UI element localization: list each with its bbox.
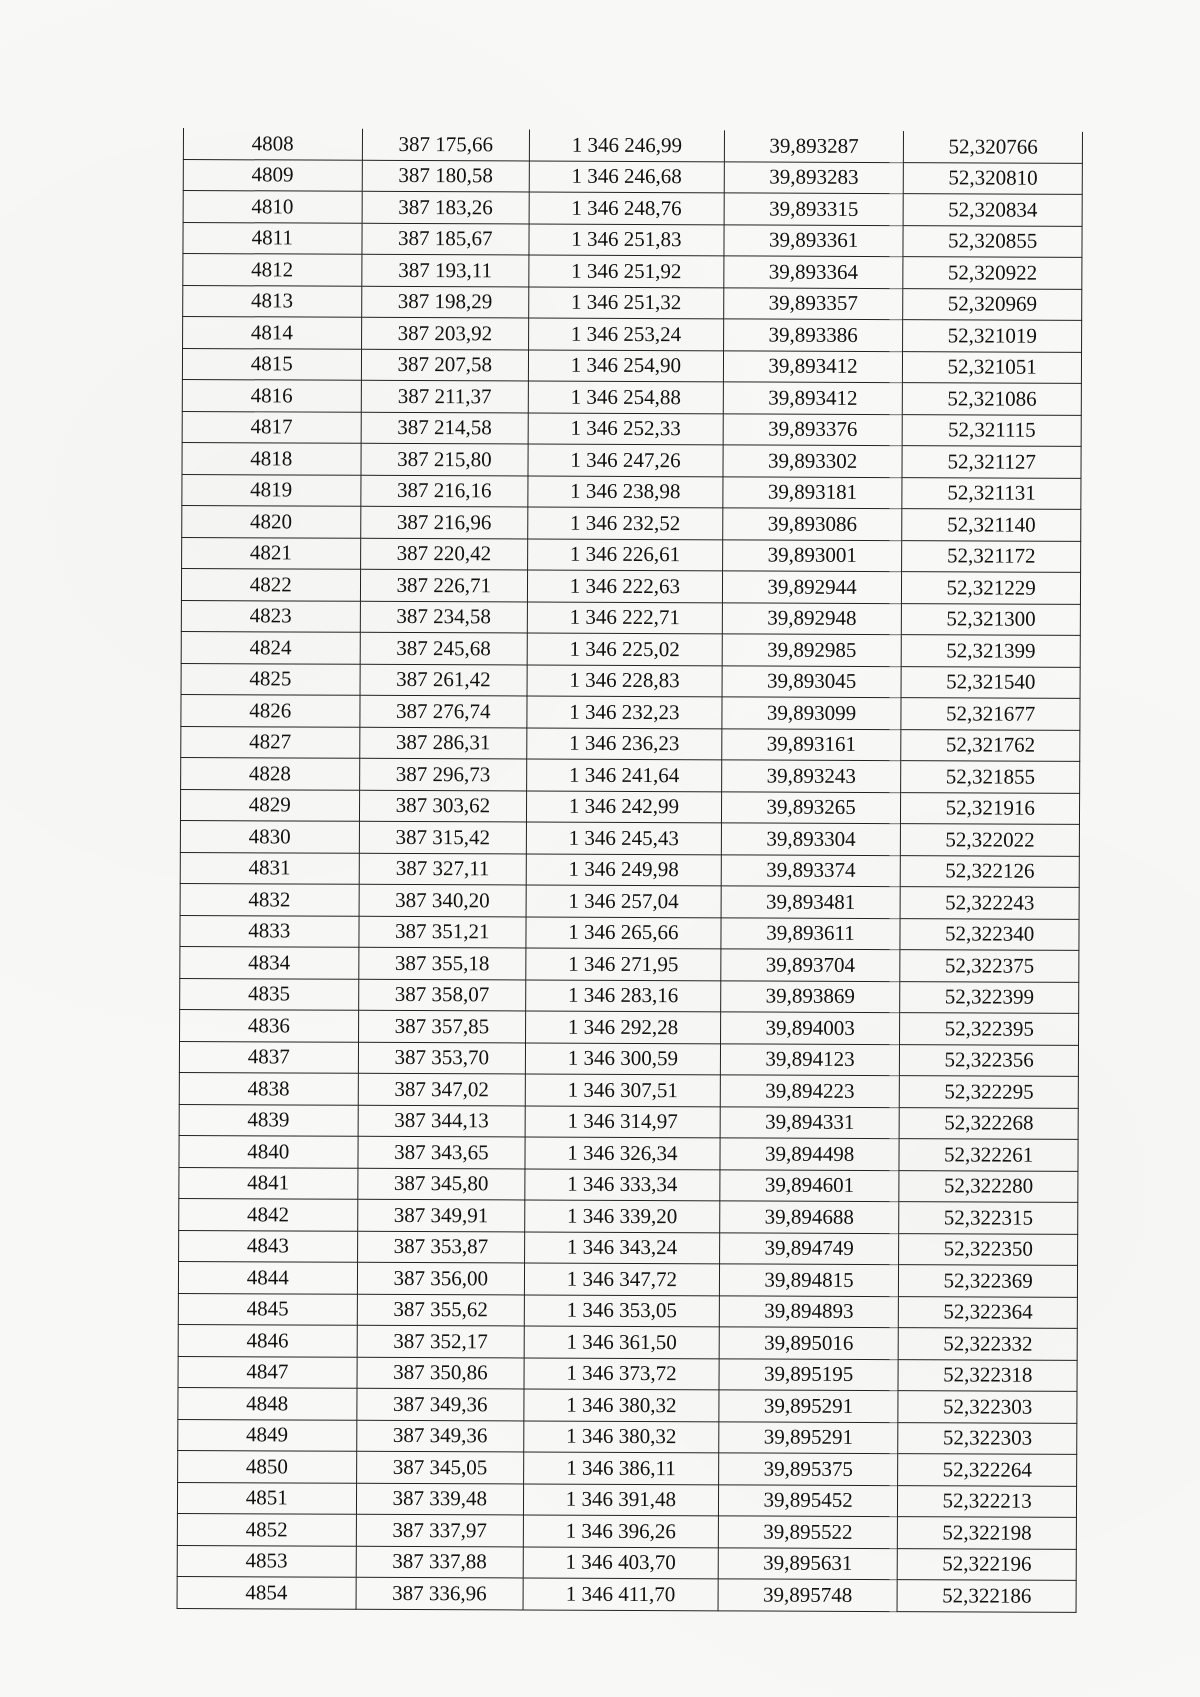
table-row: [180, 883, 1079, 918]
x-coordinate-cell: 387 185,67: [362, 223, 530, 255]
longitude-cell: 52,320855: [903, 225, 1082, 257]
y-coordinate-cell: 1 346 225,02: [527, 633, 722, 665]
y-coordinate-cell: 1 346 411,70: [523, 1578, 718, 1610]
x-coordinate-cell: 387 351,21: [359, 916, 527, 948]
table-row: [183, 317, 1082, 352]
table-row: [180, 915, 1079, 950]
point-number-cell: 4811: [183, 222, 362, 254]
table-row: [182, 411, 1081, 446]
x-coordinate-cell: 387 339,48: [356, 1483, 524, 1515]
latitude-cell: 39,893243: [721, 760, 901, 792]
latitude-cell: 39,893376: [723, 413, 903, 445]
y-coordinate-cell: 1 346 307,51: [525, 1074, 720, 1106]
y-coordinate-cell: 1 346 396,26: [523, 1515, 718, 1547]
y-coordinate-cell: 1 346 232,52: [528, 507, 723, 539]
point-number-cell: 4832: [180, 883, 359, 915]
point-number-cell: 4816: [182, 379, 361, 411]
table-row: [181, 694, 1080, 729]
x-coordinate-cell: 387 345,80: [357, 1168, 525, 1200]
x-coordinate-cell: 387 180,58: [362, 160, 530, 192]
table-row: [179, 1198, 1078, 1233]
latitude-cell: 39,894601: [720, 1169, 900, 1201]
y-coordinate-cell: 1 346 251,83: [529, 224, 724, 256]
longitude-cell: 52,322295: [900, 1076, 1079, 1108]
point-number-cell: 4820: [182, 505, 361, 537]
point-number-cell: 4837: [179, 1041, 358, 1073]
latitude-cell: 39,894893: [719, 1295, 899, 1327]
longitude-cell: 52,322369: [899, 1265, 1078, 1297]
longitude-cell: 52,321916: [901, 792, 1080, 824]
x-coordinate-cell: 387 245,68: [360, 632, 528, 664]
y-coordinate-cell: 1 346 353,05: [524, 1295, 719, 1327]
coordinates-table-body: [177, 128, 1082, 1612]
table-row: [177, 1513, 1076, 1548]
table-row: [179, 1135, 1078, 1170]
x-coordinate-cell: 387 358,07: [358, 979, 526, 1011]
longitude-cell: 52,322395: [900, 1013, 1079, 1045]
point-number-cell: 4844: [178, 1261, 357, 1293]
point-number-cell: 4840: [179, 1135, 358, 1167]
point-number-cell: 4838: [179, 1072, 358, 1104]
longitude-cell: 52,320810: [904, 162, 1083, 194]
point-number-cell: 4851: [177, 1482, 356, 1514]
y-coordinate-cell: 1 346 245,43: [526, 822, 721, 854]
table-row: [178, 1293, 1077, 1328]
latitude-cell: 39,894123: [720, 1043, 900, 1075]
x-coordinate-cell: 387 175,66: [362, 129, 530, 161]
latitude-cell: 39,893086: [722, 508, 902, 540]
x-coordinate-cell: 387 349,36: [356, 1420, 524, 1452]
y-coordinate-cell: 1 346 361,50: [524, 1326, 719, 1358]
longitude-cell: 52,321399: [902, 635, 1081, 667]
table-row: [177, 1576, 1076, 1611]
y-coordinate-cell: 1 346 292,28: [526, 1011, 721, 1043]
x-coordinate-cell: 387 216,96: [360, 506, 528, 538]
table-row: [180, 1009, 1079, 1044]
table-row: [180, 946, 1079, 981]
latitude-cell: 39,893287: [724, 130, 904, 162]
table-row: [182, 505, 1081, 540]
point-number-cell: 4824: [181, 631, 360, 663]
x-coordinate-cell: 387 303,62: [359, 790, 527, 822]
table-row: [182, 379, 1081, 414]
y-coordinate-cell: 1 346 403,70: [523, 1546, 718, 1578]
point-number-cell: 4825: [181, 663, 360, 695]
x-coordinate-cell: 387 344,13: [358, 1105, 526, 1137]
x-coordinate-cell: 387 315,42: [359, 821, 527, 853]
latitude-cell: 39,893481: [721, 886, 901, 918]
longitude-cell: 52,321131: [902, 477, 1081, 509]
latitude-cell: 39,893361: [724, 224, 904, 256]
x-coordinate-cell: 387 203,92: [361, 317, 529, 349]
longitude-cell: 52,322280: [899, 1170, 1078, 1202]
point-number-cell: 4828: [181, 757, 360, 789]
table-row: [181, 726, 1080, 761]
point-number-cell: 4830: [180, 820, 359, 852]
latitude-cell: 39,894331: [720, 1106, 900, 1138]
longitude-cell: 52,320834: [903, 194, 1082, 226]
point-number-cell: 4827: [181, 726, 360, 758]
y-coordinate-cell: 1 346 241,64: [527, 759, 722, 791]
latitude-cell: 39,893704: [721, 949, 901, 981]
latitude-cell: 39,893611: [721, 917, 901, 949]
table-row: [180, 978, 1079, 1013]
point-number-cell: 4809: [183, 159, 362, 191]
table-row: [179, 1104, 1078, 1139]
y-coordinate-cell: 1 346 254,88: [528, 381, 723, 413]
x-coordinate-cell: 387 226,71: [360, 569, 528, 601]
table-row: [183, 191, 1082, 226]
point-number-cell: 4817: [182, 411, 361, 443]
x-coordinate-cell: 387 216,16: [360, 475, 528, 507]
point-number-cell: 4821: [182, 537, 361, 569]
y-coordinate-cell: 1 346 232,23: [527, 696, 722, 728]
table-row: [183, 159, 1082, 194]
table-row: [179, 1041, 1078, 1076]
x-coordinate-cell: 387 214,58: [361, 412, 529, 444]
longitude-cell: 52,322022: [901, 824, 1080, 856]
y-coordinate-cell: 1 346 228,83: [527, 665, 722, 697]
latitude-cell: 39,893181: [723, 476, 903, 508]
y-coordinate-cell: 1 346 251,92: [529, 255, 724, 287]
x-coordinate-cell: 387 357,85: [358, 1010, 526, 1042]
x-coordinate-cell: 387 340,20: [359, 884, 527, 916]
longitude-cell: 52,321229: [902, 572, 1081, 604]
table-row: [178, 1356, 1077, 1391]
table-row: [180, 820, 1079, 855]
point-number-cell: 4839: [179, 1104, 358, 1136]
latitude-cell: 39,893386: [723, 319, 903, 351]
x-coordinate-cell: 387 337,97: [356, 1514, 524, 1546]
point-number-cell: 4829: [180, 789, 359, 821]
y-coordinate-cell: 1 346 391,48: [524, 1483, 719, 1515]
x-coordinate-cell: 387 352,17: [357, 1325, 525, 1357]
longitude-cell: 52,321300: [902, 603, 1081, 635]
longitude-cell: 52,321762: [901, 729, 1080, 761]
x-coordinate-cell: 387 286,31: [359, 727, 527, 759]
table-row: [178, 1387, 1077, 1422]
x-coordinate-cell: 387 296,73: [359, 758, 527, 790]
point-number-cell: 4849: [178, 1419, 357, 1451]
x-coordinate-cell: 387 220,42: [360, 538, 528, 570]
y-coordinate-cell: 1 346 326,34: [525, 1137, 720, 1169]
latitude-cell: 39,895631: [718, 1547, 898, 1579]
point-number-cell: 4852: [177, 1513, 356, 1545]
longitude-cell: 52,321172: [902, 540, 1081, 572]
y-coordinate-cell: 1 346 226,61: [528, 539, 723, 571]
point-number-cell: 4853: [177, 1545, 356, 1577]
latitude-cell: 39,892948: [722, 602, 902, 634]
point-number-cell: 4823: [181, 600, 360, 632]
table-row: [181, 568, 1080, 603]
table-row: [183, 285, 1082, 320]
latitude-cell: 39,893304: [721, 823, 901, 855]
table-row: [181, 663, 1080, 698]
y-coordinate-cell: 1 346 246,68: [529, 161, 724, 193]
longitude-cell: 52,322303: [898, 1391, 1077, 1423]
longitude-cell: 52,322198: [898, 1517, 1077, 1549]
y-coordinate-cell: 1 346 254,90: [528, 350, 723, 382]
x-coordinate-cell: 387 215,80: [361, 443, 529, 475]
table-row: [183, 128, 1082, 163]
latitude-cell: 39,893412: [723, 382, 903, 414]
longitude-cell: 52,320766: [904, 131, 1083, 163]
y-coordinate-cell: 1 346 386,11: [524, 1452, 719, 1484]
x-coordinate-cell: 387 193,11: [361, 254, 529, 286]
longitude-cell: 52,321140: [902, 509, 1081, 541]
longitude-cell: 52,322264: [898, 1454, 1077, 1486]
latitude-cell: 39,892944: [722, 571, 902, 603]
latitude-cell: 39,895016: [719, 1327, 899, 1359]
y-coordinate-cell: 1 346 253,24: [529, 318, 724, 350]
table-row: [178, 1450, 1077, 1485]
y-coordinate-cell: 1 346 238,98: [528, 476, 723, 508]
longitude-cell: 52,320922: [903, 257, 1082, 289]
latitude-cell: 39,893283: [724, 161, 904, 193]
latitude-cell: 39,894223: [720, 1075, 900, 1107]
x-coordinate-cell: 387 355,62: [357, 1294, 525, 1326]
point-number-cell: 4808: [183, 128, 362, 160]
y-coordinate-cell: 1 346 314,97: [525, 1106, 720, 1138]
y-coordinate-cell: 1 346 247,26: [528, 444, 723, 476]
table-row: [177, 1545, 1076, 1580]
point-number-cell: 4843: [179, 1230, 358, 1262]
longitude-cell: 52,321051: [903, 351, 1082, 383]
table-row: [182, 348, 1081, 383]
longitude-cell: 52,322364: [899, 1296, 1078, 1328]
latitude-cell: 39,894688: [719, 1201, 899, 1233]
y-coordinate-cell: 1 346 339,20: [525, 1200, 720, 1232]
point-number-cell: 4847: [178, 1356, 357, 1388]
latitude-cell: 39,893302: [723, 445, 903, 477]
longitude-cell: 52,322243: [900, 887, 1079, 919]
point-number-cell: 4813: [183, 285, 362, 317]
latitude-cell: 39,895748: [718, 1579, 898, 1611]
x-coordinate-cell: 387 355,18: [358, 947, 526, 979]
y-coordinate-cell: 1 346 271,95: [526, 948, 721, 980]
table-row: [183, 222, 1082, 257]
latitude-cell: 39,894749: [719, 1232, 899, 1264]
point-number-cell: 4822: [181, 568, 360, 600]
point-number-cell: 4818: [182, 442, 361, 474]
y-coordinate-cell: 1 346 347,72: [524, 1263, 719, 1295]
longitude-cell: 52,321019: [903, 320, 1082, 352]
point-number-cell: 4834: [180, 946, 359, 978]
latitude-cell: 39,893869: [720, 980, 900, 1012]
table-row: [183, 254, 1082, 289]
longitude-cell: 52,322126: [901, 855, 1080, 887]
x-coordinate-cell: 387 183,26: [362, 191, 530, 223]
longitude-cell: 52,322186: [897, 1580, 1076, 1612]
point-number-cell: 4814: [183, 317, 362, 349]
table-row: [182, 442, 1081, 477]
longitude-cell: 52,320969: [903, 288, 1082, 320]
latitude-cell: 39,893315: [724, 193, 904, 225]
latitude-cell: 39,893364: [724, 256, 904, 288]
latitude-cell: 39,893357: [723, 287, 903, 319]
point-number-cell: 4815: [182, 348, 361, 380]
latitude-cell: 39,893045: [722, 665, 902, 697]
table-row: [182, 474, 1081, 509]
table-row: [179, 1230, 1078, 1265]
point-number-cell: 4819: [182, 474, 361, 506]
y-coordinate-cell: 1 346 373,72: [524, 1358, 719, 1390]
y-coordinate-cell: 1 346 246,99: [529, 130, 724, 162]
longitude-cell: 52,322196: [898, 1548, 1077, 1580]
y-coordinate-cell: 1 346 222,71: [527, 602, 722, 634]
x-coordinate-cell: 387 356,00: [357, 1262, 525, 1294]
point-number-cell: 4850: [178, 1450, 357, 1482]
y-coordinate-cell: 1 346 265,66: [526, 917, 721, 949]
point-number-cell: 4836: [180, 1009, 359, 1041]
table-row: [177, 1482, 1076, 1517]
y-coordinate-cell: 1 346 343,24: [525, 1232, 720, 1264]
latitude-cell: 39,893099: [722, 697, 902, 729]
point-number-cell: 4841: [179, 1167, 358, 1199]
table-row: [179, 1072, 1078, 1107]
x-coordinate-cell: 387 347,02: [358, 1073, 526, 1105]
x-coordinate-cell: 387 353,87: [357, 1231, 525, 1263]
latitude-cell: 39,892985: [722, 634, 902, 666]
y-coordinate-cell: 1 346 251,32: [529, 287, 724, 319]
x-coordinate-cell: 387 350,86: [357, 1357, 525, 1389]
y-coordinate-cell: 1 346 249,98: [526, 854, 721, 886]
y-coordinate-cell: 1 346 380,32: [524, 1389, 719, 1421]
table-row: [178, 1419, 1077, 1454]
latitude-cell: 39,894815: [719, 1264, 899, 1296]
latitude-cell: 39,893001: [722, 539, 902, 571]
longitude-cell: 52,322340: [900, 918, 1079, 950]
longitude-cell: 52,322399: [900, 981, 1079, 1013]
longitude-cell: 52,322318: [898, 1359, 1077, 1391]
x-coordinate-cell: 387 336,96: [356, 1577, 524, 1609]
table-row: [178, 1324, 1077, 1359]
point-number-cell: 4810: [183, 191, 362, 223]
longitude-cell: 52,321086: [903, 383, 1082, 415]
point-number-cell: 4833: [180, 915, 359, 947]
x-coordinate-cell: 387 234,58: [360, 601, 528, 633]
latitude-cell: 39,893161: [722, 728, 902, 760]
longitude-cell: 52,322375: [900, 950, 1079, 982]
latitude-cell: 39,895291: [719, 1390, 899, 1422]
x-coordinate-cell: 387 198,29: [361, 286, 529, 318]
x-coordinate-cell: 387 349,36: [356, 1388, 524, 1420]
point-number-cell: 4831: [180, 852, 359, 884]
y-coordinate-cell: 1 346 257,04: [526, 885, 721, 917]
x-coordinate-cell: 387 353,70: [358, 1042, 526, 1074]
y-coordinate-cell: 1 346 380,32: [524, 1420, 719, 1452]
x-coordinate-cell: 387 337,88: [356, 1546, 524, 1578]
latitude-cell: 39,893265: [721, 791, 901, 823]
longitude-cell: 52,322261: [899, 1139, 1078, 1171]
latitude-cell: 39,894003: [720, 1012, 900, 1044]
x-coordinate-cell: 387 349,91: [357, 1199, 525, 1231]
longitude-cell: 52,322268: [899, 1107, 1078, 1139]
y-coordinate-cell: 1 346 248,76: [529, 192, 724, 224]
longitude-cell: 52,322213: [898, 1485, 1077, 1517]
point-number-cell: 4842: [179, 1198, 358, 1230]
y-coordinate-cell: 1 346 283,16: [526, 980, 721, 1012]
x-coordinate-cell: 387 207,58: [361, 349, 529, 381]
point-number-cell: 4835: [180, 978, 359, 1010]
longitude-cell: 52,322350: [899, 1233, 1078, 1265]
x-coordinate-cell: 387 261,42: [360, 664, 528, 696]
latitude-cell: 39,895452: [718, 1484, 898, 1516]
table-row: [182, 537, 1081, 572]
longitude-cell: 52,321677: [901, 698, 1080, 730]
longitude-cell: 52,321115: [902, 414, 1081, 446]
point-number-cell: 4845: [178, 1293, 357, 1325]
latitude-cell: 39,894498: [720, 1138, 900, 1170]
longitude-cell: 52,322303: [898, 1422, 1077, 1454]
longitude-cell: 52,321127: [902, 446, 1081, 478]
y-coordinate-cell: 1 346 333,34: [525, 1169, 720, 1201]
x-coordinate-cell: 387 211,37: [361, 380, 529, 412]
point-number-cell: 4826: [181, 694, 360, 726]
latitude-cell: 39,895522: [718, 1516, 898, 1548]
point-number-cell: 4812: [183, 254, 362, 286]
x-coordinate-cell: 387 327,11: [359, 853, 527, 885]
coordinates-table: [177, 128, 1083, 1612]
y-coordinate-cell: 1 346 236,23: [527, 728, 722, 760]
longitude-cell: 52,322356: [900, 1044, 1079, 1076]
y-coordinate-cell: 1 346 252,33: [528, 413, 723, 445]
latitude-cell: 39,893412: [723, 350, 903, 382]
table-row: [178, 1261, 1077, 1296]
point-number-cell: 4846: [178, 1324, 357, 1356]
latitude-cell: 39,895291: [719, 1421, 899, 1453]
point-number-cell: 4848: [178, 1387, 357, 1419]
y-coordinate-cell: 1 346 222,63: [527, 570, 722, 602]
longitude-cell: 52,321855: [901, 761, 1080, 793]
longitude-cell: 52,322315: [899, 1202, 1078, 1234]
x-coordinate-cell: 387 345,05: [356, 1451, 524, 1483]
table-row: [181, 631, 1080, 666]
table-row: [180, 789, 1079, 824]
point-number-cell: 4854: [177, 1576, 356, 1608]
y-coordinate-cell: 1 346 300,59: [525, 1043, 720, 1075]
table-row: [179, 1167, 1078, 1202]
y-coordinate-cell: 1 346 242,99: [527, 791, 722, 823]
table-row: [181, 600, 1080, 635]
longitude-cell: 52,322332: [899, 1328, 1078, 1360]
latitude-cell: 39,893374: [721, 854, 901, 886]
table-row: [180, 852, 1079, 887]
table-row: [181, 757, 1080, 792]
x-coordinate-cell: 387 276,74: [359, 695, 527, 727]
latitude-cell: 39,895195: [719, 1358, 899, 1390]
x-coordinate-cell: 387 343,65: [358, 1136, 526, 1168]
longitude-cell: 52,321540: [901, 666, 1080, 698]
latitude-cell: 39,895375: [718, 1453, 898, 1485]
